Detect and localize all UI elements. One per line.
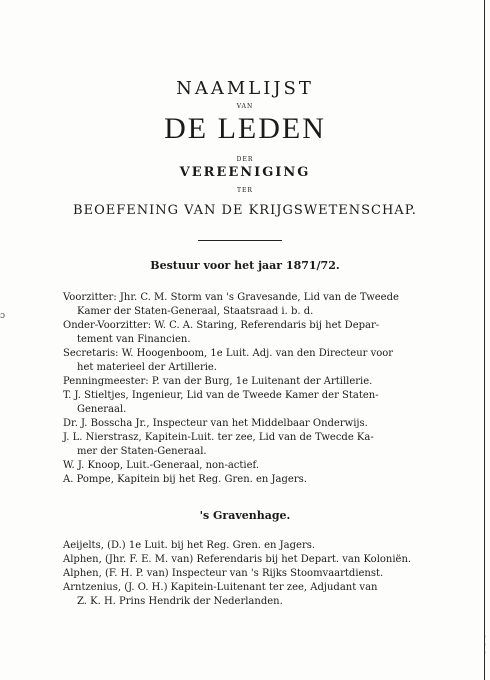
entry-line: Onder-Voorzitter: W. C. A. Staring, Referendaris bij het Depar- (63, 320, 380, 331)
entry-line: J. L. Nierstrasz, Kapitein-Luit. ter zee, Lid van de Twecde Ka- (63, 432, 374, 443)
edge-ticks: ' ' ' (484, 635, 486, 659)
entry-line: W. J. Knoop, Luit.-Generaal, non-actief. (63, 460, 260, 471)
title-ter: TER (237, 187, 253, 194)
board-heading: Bestuur voor het jaar 1871/72. (150, 259, 340, 272)
member-entry (63, 553, 473, 567)
board-list (63, 291, 473, 487)
title-van: VAN (236, 103, 254, 110)
title-de-leden: DE LEDEN (164, 112, 326, 145)
board-entry (63, 291, 473, 319)
entry-line: A. Pompe, Kapitein bij het Reg. Gren. en Jagers. (63, 474, 307, 485)
entry-line: Arntzenius, (J. O. H.) Kapitein-Luitenant ter zee, Adjudant van (63, 582, 378, 593)
entry-line: T. J. Stieltjes, Ingenieur, Lid van de Tweede Kamer der Staten- (63, 390, 379, 401)
member-list (63, 539, 473, 609)
entry-continuation: Z. K. H. Prins Hendrik der Nederlanden. (77, 596, 283, 607)
title-der: DER (236, 156, 254, 163)
board-entry (63, 459, 473, 473)
entry-continuation: mer der Staten-Generaal. (77, 446, 207, 457)
board-entry (63, 375, 473, 389)
city-heading: 's Gravenhage. (199, 509, 291, 522)
entry-line: Voorzitter: Jhr. C. M. Storm van 's Gravesande, Lid van de Tweede (63, 292, 399, 303)
entry-line: Alphen, (F. H. P. van) Inspecteur van 's Rijks Stoomvaartdienst. (63, 568, 384, 579)
board-entry (63, 417, 473, 431)
entry-continuation: tement van Financien. (77, 334, 191, 345)
board-entry (63, 319, 473, 347)
board-entry (63, 431, 473, 459)
member-entry (63, 581, 473, 609)
member-entry (63, 539, 473, 553)
title-vereeniging: VEREENIGING (179, 165, 311, 180)
entry-continuation: het materieel der Artillerie. (77, 362, 218, 373)
entry-continuation: Generaal. (77, 404, 127, 415)
member-entry (63, 567, 473, 581)
page-edge-line (484, 0, 485, 680)
entry-line: Penningmeester: P. van der Burg, 1e Luitenant der Artillerie. (63, 376, 373, 387)
entry-line: Dr. J. Bosscha Jr., Inspecteur van het Middelbaar Onderwijs. (63, 418, 368, 429)
title-naamlijst: NAAMLIJST (176, 78, 314, 99)
margin-mark: ɔ (0, 311, 6, 321)
board-entry (63, 473, 473, 487)
entry-line: Secretaris: W. Hoogenboom, 1e Luit. Adj. van den Directeur voor (63, 348, 394, 359)
entry-line: Aeijelts, (D.) 1e Luit. bij het Reg. Gren. en Jagers. (63, 540, 316, 551)
board-entry (63, 347, 473, 375)
title-rule (198, 240, 282, 241)
entry-continuation: Kamer der Staten-Generaal, Staatsraad i. b. d. (77, 306, 314, 317)
board-entry (63, 389, 473, 417)
entry-line: Alphen, (Jhr. F. E. M. van) Referendaris bij het Depart. van Koloniën. (63, 554, 412, 565)
title-beoefening: BEOEFENING VAN DE KRIJGSWETENSCHAP. (73, 203, 417, 218)
